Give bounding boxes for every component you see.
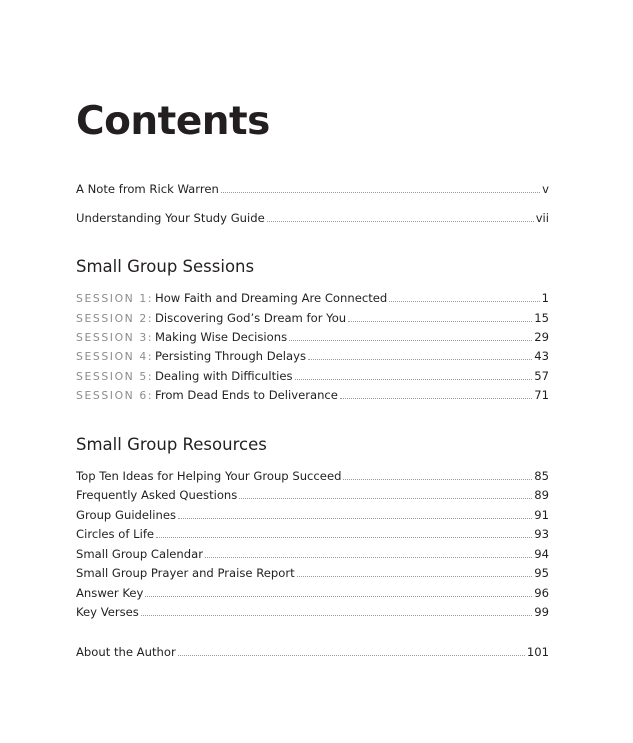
- toc-entry-label: From Dead Ends to Deliverance: [155, 388, 338, 402]
- toc-entry-label: Circles of Life: [76, 527, 155, 541]
- toc-entry-session-1[interactable]: [76, 290, 549, 306]
- toc-entry-group-guidelines[interactable]: [76, 507, 549, 523]
- toc-entry-label: About the Author: [76, 645, 176, 659]
- toc-entry-label: Making Wise Decisions: [155, 330, 288, 344]
- dot-leader: [205, 556, 532, 558]
- dot-leader: [343, 478, 532, 480]
- session-tag: SESSION 5:: [76, 370, 154, 383]
- toc-entry-label: A Note from Rick Warren: [76, 182, 219, 196]
- toc-entry-faq[interactable]: [76, 487, 549, 503]
- session-tag: SESSION 6:: [76, 389, 154, 402]
- dot-leader: [267, 220, 534, 222]
- dot-leader: [348, 320, 532, 322]
- session-tag: SESSION 1:: [76, 292, 154, 305]
- toc-entry-answer-key[interactable]: [76, 585, 549, 601]
- toc-entry-note-from-rick-warren[interactable]: [76, 181, 549, 197]
- toc-entry-prayer-praise-report[interactable]: [76, 565, 549, 581]
- toc-page-number: vii: [535, 211, 549, 225]
- session-tag: SESSION 4:: [76, 350, 154, 363]
- toc-entry-label: Dealing with Difficulties: [155, 369, 293, 383]
- toc-entry-session-6[interactable]: [76, 387, 549, 403]
- session-tag: SESSION 3:: [76, 331, 154, 344]
- toc-page-number: 95: [534, 566, 549, 580]
- dot-leader: [145, 595, 532, 597]
- dot-leader: [289, 339, 532, 341]
- toc-entry-top-ten-ideas[interactable]: [76, 468, 549, 484]
- toc-entry-about-the-author[interactable]: [76, 644, 549, 660]
- toc-entry-session-2[interactable]: [76, 310, 549, 326]
- toc-entry-label: Small Group Calendar: [76, 547, 203, 561]
- section-heading-resources: Small Group Resources: [76, 435, 267, 454]
- toc-entry-understanding-study-guide[interactable]: [76, 210, 549, 226]
- dot-leader: [295, 378, 533, 380]
- toc-page-number: 94: [534, 547, 549, 561]
- toc-entry-label: Group Guidelines: [76, 508, 176, 522]
- toc-page-number: 89: [534, 488, 549, 502]
- toc-page-number: 99: [534, 605, 549, 619]
- page-title: Contents: [76, 99, 270, 144]
- toc-entry-label: Answer Key: [76, 586, 144, 600]
- toc-entry-label: Discovering God’s Dream for You: [155, 311, 347, 325]
- toc-entry-circles-of-life[interactable]: [76, 526, 549, 542]
- section-heading-sessions: Small Group Sessions: [76, 257, 255, 276]
- toc-entry-label: Frequently Asked Questions: [76, 488, 238, 502]
- dot-leader: [297, 575, 533, 577]
- toc-entry-small-group-calendar[interactable]: [76, 546, 549, 562]
- toc-page-number: 43: [534, 349, 549, 363]
- session-tag: SESSION 2:: [76, 312, 154, 325]
- toc-entry-label: Persisting Through Delays: [155, 349, 307, 363]
- dot-leader: [141, 614, 532, 616]
- toc-entry-label: Small Group Prayer and Praise Report: [76, 566, 295, 580]
- toc-page-number: 57: [534, 369, 549, 383]
- dot-leader: [389, 300, 539, 302]
- toc-page-number: 85: [534, 469, 549, 483]
- toc-entry-session-5[interactable]: [76, 368, 549, 384]
- toc-entry-label: Key Verses: [76, 605, 139, 619]
- toc-page-number: v: [542, 182, 549, 196]
- toc-page-number: 29: [534, 330, 549, 344]
- dot-leader: [156, 536, 532, 538]
- dot-leader: [221, 191, 540, 193]
- toc-page-number: 71: [534, 388, 549, 402]
- dot-leader: [178, 654, 525, 656]
- toc-page-number: 93: [534, 527, 549, 541]
- toc-page-number: 15: [534, 311, 549, 325]
- toc-entry-key-verses[interactable]: [76, 604, 549, 620]
- dot-leader: [178, 517, 532, 519]
- toc-page-number: 96: [534, 586, 549, 600]
- toc-page-number: 1: [541, 291, 549, 305]
- dot-leader: [308, 358, 532, 360]
- dot-leader: [340, 397, 532, 399]
- toc-entry-session-4[interactable]: [76, 348, 549, 364]
- toc-page-number: 101: [526, 645, 549, 659]
- dot-leader: [239, 497, 532, 499]
- toc-entry-session-3[interactable]: [76, 329, 549, 345]
- toc-entry-label: Understanding Your Study Guide: [76, 211, 265, 225]
- toc-entry-label: How Faith and Dreaming Are Connected: [155, 291, 388, 305]
- toc-page-number: 91: [534, 508, 549, 522]
- toc-entry-label: Top Ten Ideas for Helping Your Group Succeed: [76, 469, 342, 483]
